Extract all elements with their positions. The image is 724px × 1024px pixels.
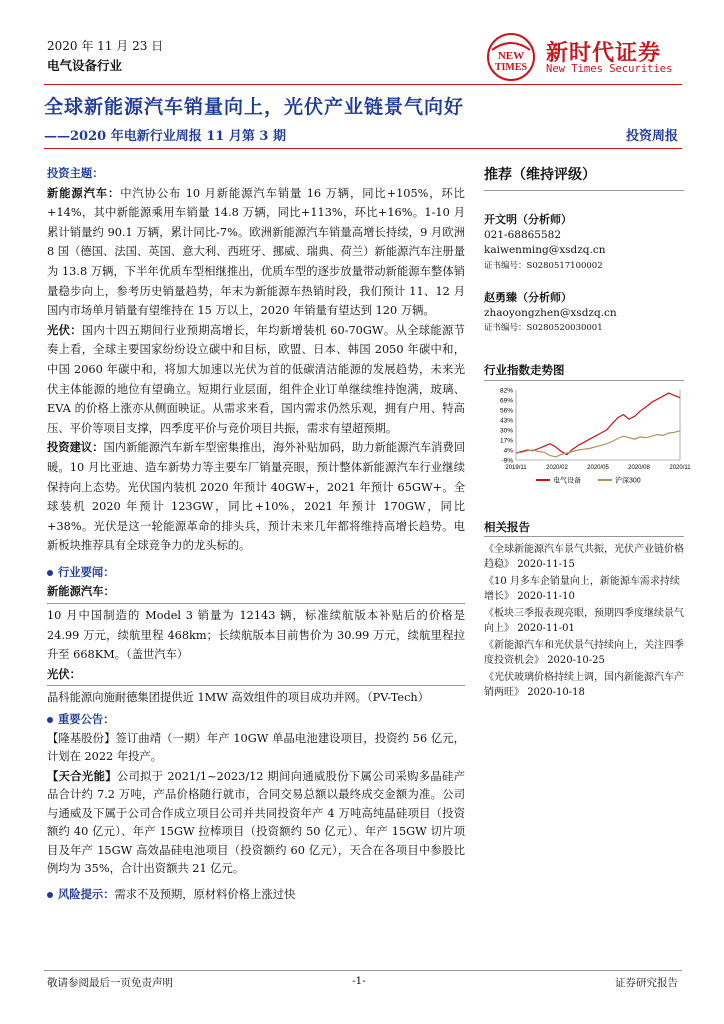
footer-disclaimer: 敬请参阅最后一页免责声明 [47, 977, 173, 989]
industry-name: 电气设备行业 [47, 58, 123, 73]
industry-trend-chart [484, 384, 691, 500]
x-tick-label: 2019/11 [505, 465, 527, 471]
theme-heading: 投资主题： [47, 166, 104, 180]
series-line-electrical-equipment [516, 393, 680, 455]
analyst-cert: 证书编号：S0280520030001 [484, 323, 603, 333]
news-pv-divider [47, 685, 465, 686]
y-tick-label: 30% [499, 427, 513, 435]
ev-label: 新能源汽车： [47, 185, 121, 200]
report-date: 2020 年 11 月 23 日 [47, 39, 164, 53]
chart-x-ticks [505, 465, 691, 471]
announce-company-1: 【隆基股份】 [47, 731, 116, 745]
pv-label: 光伏： [47, 322, 82, 337]
related-item[interactable]: 《板块三季报表现亮眼，预期四季度继续景气向上》 2020-11-01 [484, 608, 684, 634]
bullet-icon [47, 892, 53, 898]
legend-label: 电气设备 [553, 477, 581, 485]
report-subtitle: ——2020 年电新行业周报 11 月第 3 期 [44, 129, 286, 144]
y-tick-label: 69% [499, 397, 513, 405]
news-pv-text: 晶科能源向施耐德集团提供近 1MW 高效组件的项目成功并网。（PV-Tech） [47, 691, 429, 705]
analyst-email[interactable]: zhaoyongzhen@xsdzq.cn [484, 306, 617, 319]
news-ev-text: 10 月中国制造的 Model 3 销量为 12143 辆，标准续航版本补贴后的价格是 24.99 万元，续航里程 468km；长续航版本目前售价为 30.99 万元，续航里程拉升至 668KM。（盖世汽车） [47, 609, 465, 662]
logo-text-en: New Times Securities [546, 63, 673, 75]
page-number: -1- [352, 975, 366, 987]
news-heading: 行业要闻： [58, 564, 115, 579]
chart-y-ticks [500, 388, 513, 465]
y-tick-label: 4% [503, 447, 513, 455]
analyst-email[interactable]: kaiwenming@xsdzq.cn [484, 244, 606, 256]
y-tick-label: -9% [501, 457, 513, 465]
header-divider [44, 84, 682, 85]
analyst-1 [484, 212, 684, 274]
analyst-name: 赵勇臻（分析师） [484, 291, 572, 304]
y-tick-label: 82% [499, 387, 513, 395]
risk-text: 需求不及预期，原材料价格上涨过快 [114, 887, 296, 901]
related-heading: 相关报告 [484, 520, 530, 534]
analyst-phone: 021-68865582 [484, 228, 562, 241]
advice-text: 国内新能源汽车新车型密集推出，海外补贴加码，助力新能源汽车消费回暖。10 月比亚迪、造车新势力等主要车厂销量亮眼，预计整体新能源汽车行业继续保持向上态势。光伏国内装机 2020 年预计 40GW+，2021 年预计 65GW+。全球装机 2020 年预计 123GW，同比+10%，2021 年预计 170GW，同比+38%。光伏是这一轮能源革命的排头兵，预计未来几年都将维持高增长趋势。电新板块推荐具有全球竞争力的龙头标的。 [47, 441, 466, 553]
news-ev-label: 新能源汽车： [47, 584, 115, 599]
ev-text: 中汽协公布 10 月新能源汽车销量 16 万辆，同比+105%，环比+14%，其中新能源乘用车销量 14.8 万辆，同比+113%，环比+16%。1-10 月累计销量约 90.1 万辆，累计同比-7%。欧洲新能源汽车销量高增长持续，9 月欧洲 8 国（德国、法国、英国、意大利、西班牙、挪威、瑞典、荷兰）新能源汽车注册量为 13.8 万辆，下半年优质车型相继推出，优质车型的逐步放量带动新能源车整体销量稳步向上，参考历史销量趋势，年末为新能源车热销时段，我们预计 11、12 月国内市场单月销量有望维持在 15 万以上，2020 年销量有望达到 120 万辆。 [47, 186, 465, 318]
related-item[interactable]: 《全球新能源汽车景气共振，光伏产业链价格趋稳》 2020-11-15 [484, 544, 684, 570]
announce-text-2: 公司拟于 2021/1~2023/12 期间向通威股份下属公司采购多晶硅产品合计约 7.2 万吨，产品价格随行就市，合同交易总额以最终成交金额为准。公司与通威及下属于公司合作成立项目公司并共同投资年产 4 万吨高纯晶硅项目（投资额约 40 亿元）、年产 15GW 拉棒项目（投资额约 50 亿元）、年产 15GW 切片项目及年产 15GW 高效晶硅电池项目（投资额约 60 亿元），天合在各项目中参股比例均为 35%，合计出资额共 21 亿元。 [47, 769, 465, 876]
footer-report-type: 证券研究报告 [615, 977, 678, 989]
rating-divider [484, 190, 684, 191]
advice-label: 投资建议： [47, 440, 104, 455]
announce-heading: 重要公告： [58, 712, 115, 727]
x-tick-label: 2020/02 [546, 465, 568, 471]
related-item[interactable]: 《10 月多车企销量向上，新能源车需求持续增长》 2020-11-10 [484, 576, 680, 602]
bullet-icon [47, 717, 53, 723]
logo-mark-line1: NEW [497, 50, 525, 62]
bullet-icon [47, 570, 53, 576]
news-divider [47, 603, 465, 604]
analyst-name: 开文明（分析师） [484, 213, 572, 226]
related-list [484, 542, 684, 702]
y-tick-label: 56% [499, 407, 513, 415]
main-column [47, 164, 465, 904]
chart-heading: 行业指数走势图 [484, 363, 565, 377]
logo-text-cn: 新时代证券 [546, 40, 662, 66]
title-divider [44, 148, 682, 149]
report-title: 全球新能源汽车销量向上，光伏产业链景气向好 [44, 96, 465, 118]
risk-heading: 风险提示： [58, 886, 115, 901]
rating: 推荐（维持评级） [484, 167, 596, 183]
analyst-cert: 证书编号：S0280517100002 [484, 260, 603, 271]
announce-text-1: 签订曲靖（一期）年产 10GW 单晶电池建设项目，投资约 56 亿元，计划在 2022 年投产。 [47, 731, 465, 764]
x-tick-label: 2020/05 [587, 465, 609, 471]
news-pv-label: 光伏： [47, 666, 81, 681]
x-tick-label: 2020/08 [628, 465, 650, 471]
footer-divider [44, 970, 682, 971]
related-divider [484, 536, 684, 537]
y-tick-label: 43% [499, 417, 513, 425]
logo-mark-line2: TIMES [494, 62, 528, 73]
related-item[interactable]: 《新能源汽车和光伏景气持续向上，关注四季度投资机会》 2020-10-25 [484, 640, 684, 666]
related-item[interactable]: 《光伏玻璃价格持续上调，国内新能源汽车产销两旺》 2020-10-18 [484, 672, 684, 698]
y-tick-label: 17% [499, 437, 513, 445]
announce-company-2: 【天合光能】 [47, 768, 117, 783]
report-type: 投资周报 [625, 129, 678, 144]
legend-label: 沪深300 [615, 477, 641, 485]
chart-divider [484, 380, 684, 381]
logo-mark-icon [486, 32, 536, 82]
x-tick-label: 2020/11 [669, 465, 691, 471]
analyst-2 [484, 290, 684, 337]
pv-text: 国内十四五期间行业预期高增长，年均新增装机 60-70GW。从全球能源节奏上看，全球主要国家纷纷设立碳中和目标，欧盟、日本、韩国 2050 年碳中和，中国 2060 年碳中和，将加大加速以光伏为首的低碳清洁能源的发展趋势，未来光伏主体能源的地位有望确立。短期行业层面，组件企业订单继续维持饱满，玻璃、EVA 的价格上涨亦从侧面映证。从需求来看，国内需求仍然乐观，拥有户用、特高压、平价等项目支撑，四季度平价与竞价项目共振，需求有望超预期。 [47, 323, 465, 435]
chart-legend [536, 476, 641, 485]
